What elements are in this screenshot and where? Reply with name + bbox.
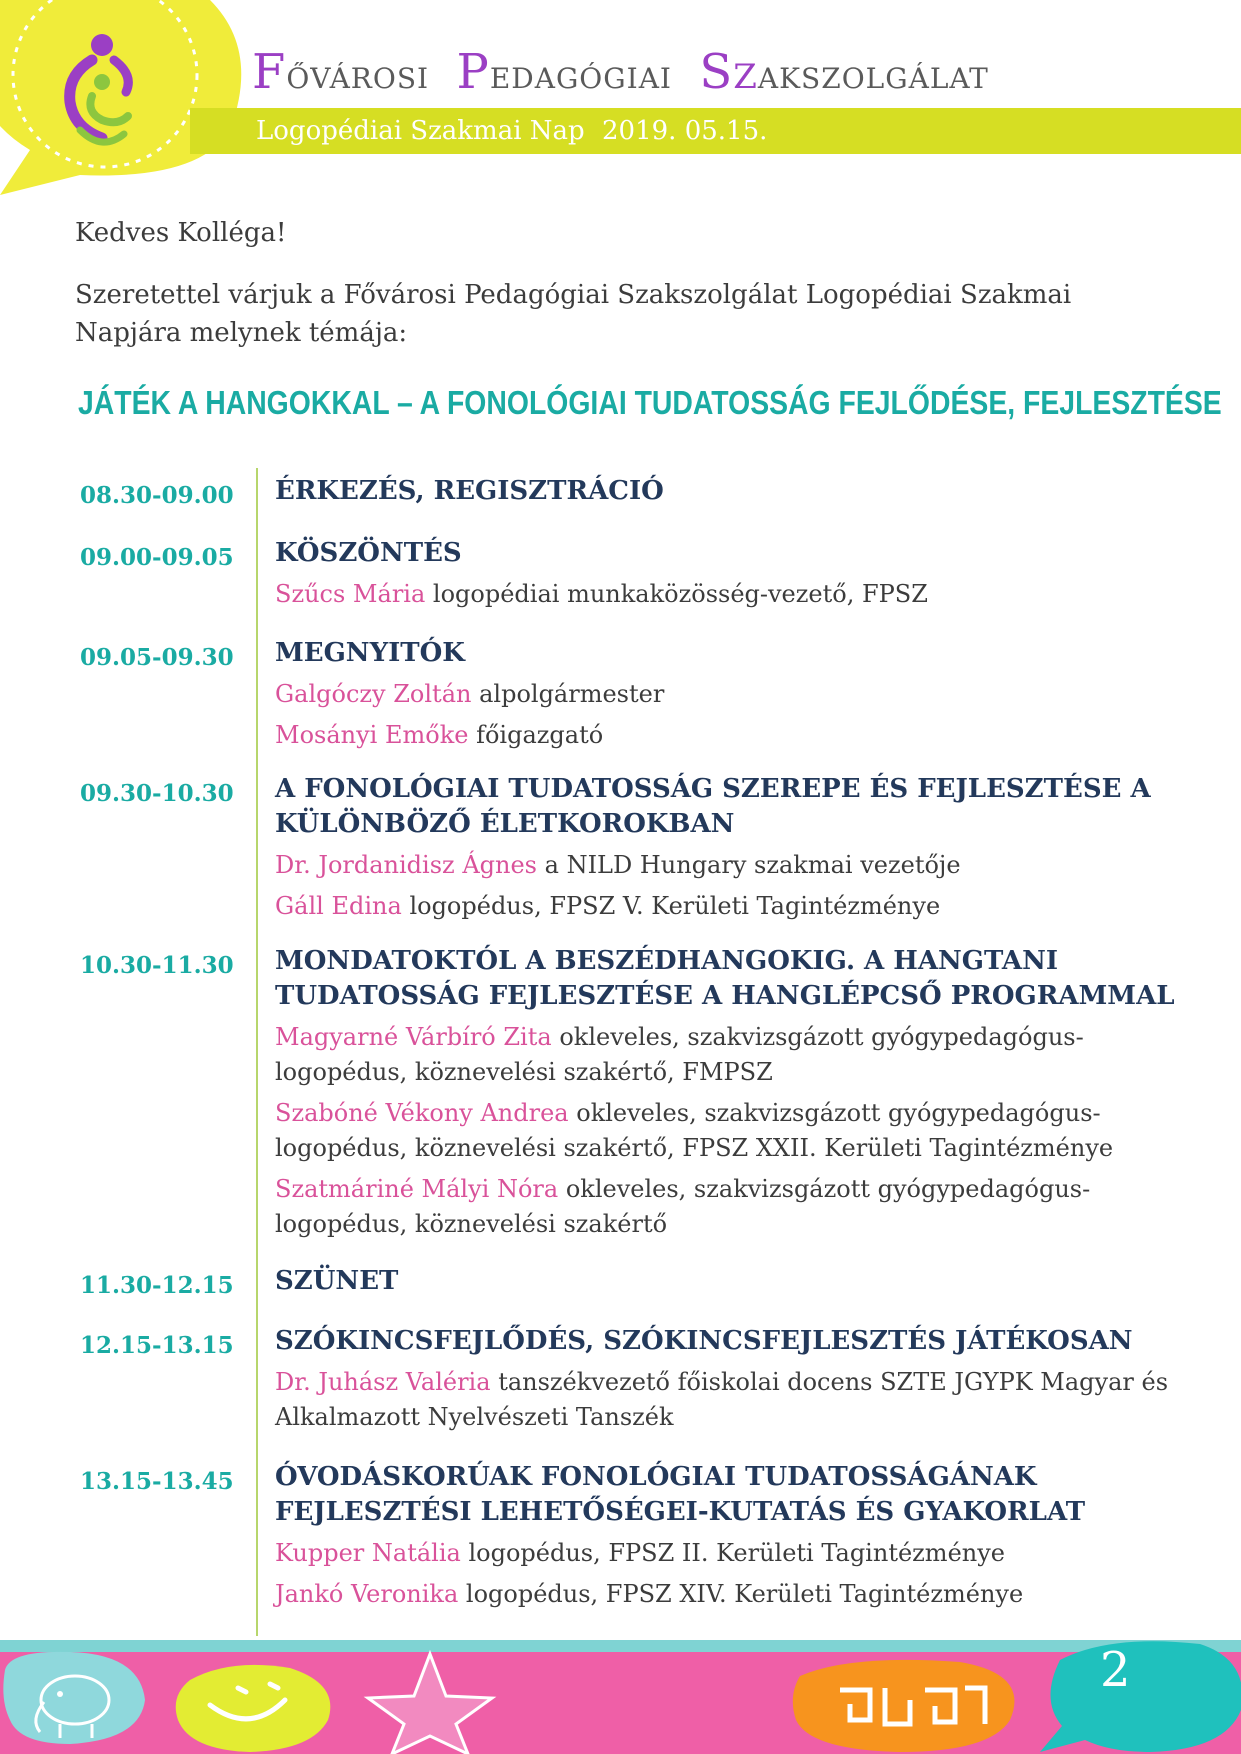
speaker-role: főigazgató [476, 721, 604, 749]
smiley-icon [176, 1665, 331, 1752]
slot-title: ÉRKEZÉS, REGISZTRÁCIÓ [275, 476, 664, 506]
greeting: Kedves Kolléga! [75, 218, 287, 248]
footer-decoration [0, 1640, 1241, 1754]
slot-time: 09.30-10.30 [80, 780, 234, 807]
speaker-line [275, 1577, 1175, 1612]
speaker-role: a NILD Hungary szakmai vezetője [544, 851, 961, 879]
slot-time: 10.30-11.30 [80, 952, 234, 979]
slot-title: A FONOLÓGIAI TUDATOSSÁG SZEREPE ÉS FEJLESZTÉSE A KÜLÖNBÖZŐ ÉLETKOROKBAN [275, 774, 1151, 839]
speaker-line [275, 718, 1175, 753]
speaker-role: okleveles, szakvizsgázott gyógypedagógus-logopédus, köznevelési szakértő, FPSZ XXII. Kerületi Tagintézménye [275, 1099, 1114, 1162]
speaker-line [275, 848, 1175, 883]
speaker-role: logopédus, FPSZ XIV. Kerületi Tagintézménye [465, 1580, 1024, 1608]
speaker-name: Jankó Veronika [275, 1580, 459, 1608]
speaker-name: Szűcs Mária [275, 580, 426, 608]
elephant-icon [3, 1652, 145, 1744]
event-name: Logopédiai Szakmai Nap [256, 116, 585, 146]
slot-time: 13.15-13.45 [80, 1468, 234, 1495]
slot-body [275, 536, 1175, 612]
speaker-line [275, 889, 1175, 924]
slot-body [275, 1460, 1175, 1612]
organization-title: Fővárosi Pedagógiai Szakszolgálat [252, 44, 989, 100]
intro-text: Szeretettel várjuk a Fővárosi Pedagógiai Szakszolgálat Logopédiai Szakmai Napjára melynek témája: [75, 280, 1072, 348]
event-banner [190, 108, 1241, 154]
speaker-line [275, 1365, 1175, 1435]
speaker-name: Gáll Edina [275, 892, 402, 920]
slot-title: MEGNYITÓK [275, 638, 465, 668]
speaker-line [275, 577, 1175, 612]
speaker-name: Szabóné Vékony Andrea [275, 1099, 569, 1127]
maze-icon [793, 1660, 1015, 1752]
speaker-role: okleveles, szakvizsgázott gyógypedagógus-logopédus, köznevelési szakértő, FMPSZ [275, 1023, 1084, 1086]
slot-time: 11.30-12.15 [80, 1272, 234, 1299]
slot-title: KÖSZÖNTÉS [275, 538, 462, 568]
speaker-name: Dr. Juhász Valéria [275, 1368, 491, 1396]
speaker-name: Dr. Jordanidisz Ágnes [275, 851, 537, 879]
speaker-name: Kupper Natália [275, 1539, 461, 1567]
slot-time: 08.30-09.00 [80, 482, 234, 509]
speaker-line [275, 1172, 1175, 1242]
speaker-role: logopédiai munkaközösség-vezető, FPSZ [432, 580, 928, 608]
speaker-name: Magyarné Várbíró Zita [275, 1023, 552, 1051]
page-number: 2 [1100, 1642, 1131, 1698]
speaker-role: logopédus, FPSZ II. Kerületi Tagintézménye [468, 1539, 1005, 1567]
speaker-role: tanszékvezető főiskolai docens SZTE JGYPK Magyar és Alkalmazott Nyelvészeti Tanszék [275, 1368, 1169, 1431]
theme-title: JÁTÉK A HANGOKKAL – A FONOLÓGIAI TUDATOSSÁG FEJLŐDÉSE, FEJLESZTÉSE [78, 384, 1222, 421]
speaker-line [275, 677, 1175, 712]
speaker-line [275, 1020, 1175, 1090]
slot-time: 12.15-13.15 [80, 1332, 234, 1359]
speaker-role: logopédus, FPSZ V. Kerületi Tagintézménye [409, 892, 941, 920]
speaker-name: Galgóczy Zoltán [275, 680, 472, 708]
slot-body [275, 1324, 1175, 1435]
speaker-name: Szatmáriné Mályi Nóra [275, 1175, 559, 1203]
slot-title: ÓVODÁSKORÚAK FONOLÓGIAI TUDATOSSÁGÁNAK FEJLESZTÉSI LEHETŐSÉGEI-KUTATÁS ÉS GYAKORLAT [275, 1462, 1086, 1527]
logo-figure-icon [62, 30, 142, 155]
speaker-line [275, 1096, 1175, 1166]
slot-time: 09.00-09.05 [80, 544, 234, 571]
speaker-role: alpolgármester [479, 680, 665, 708]
slot-time: 09.05-09.30 [80, 644, 234, 671]
speaker-line [275, 1536, 1175, 1571]
event-date: 2019. 05.15. [602, 116, 768, 146]
slot-body [275, 772, 1175, 924]
speaker-name: Mosányi Emőke [275, 721, 469, 749]
slot-body [275, 944, 1175, 1242]
slot-title: SZÓKINCSFEJLŐDÉS, SZÓKINCSFEJLESZTÉS JÁTÉKOSAN [275, 1326, 1133, 1356]
slot-body [275, 1264, 1175, 1299]
speech-bubble-icon [1040, 1641, 1241, 1752]
slot-body [275, 636, 1175, 753]
slot-body [275, 474, 1175, 509]
speaker-role: okleveles, szakvizsgázott gyógypedagógus-logopédus, köznevelési szakértő [275, 1175, 1091, 1238]
slot-title: MONDATOKTÓL A BESZÉDHANGOKIG. A HANGTANI TUDATOSSÁG FEJLESZTÉSE A HANGLÉPCSŐ PROGRAMMAL [275, 946, 1175, 1011]
slot-title: SZÜNET [275, 1266, 399, 1296]
timeline-divider [256, 468, 258, 1636]
